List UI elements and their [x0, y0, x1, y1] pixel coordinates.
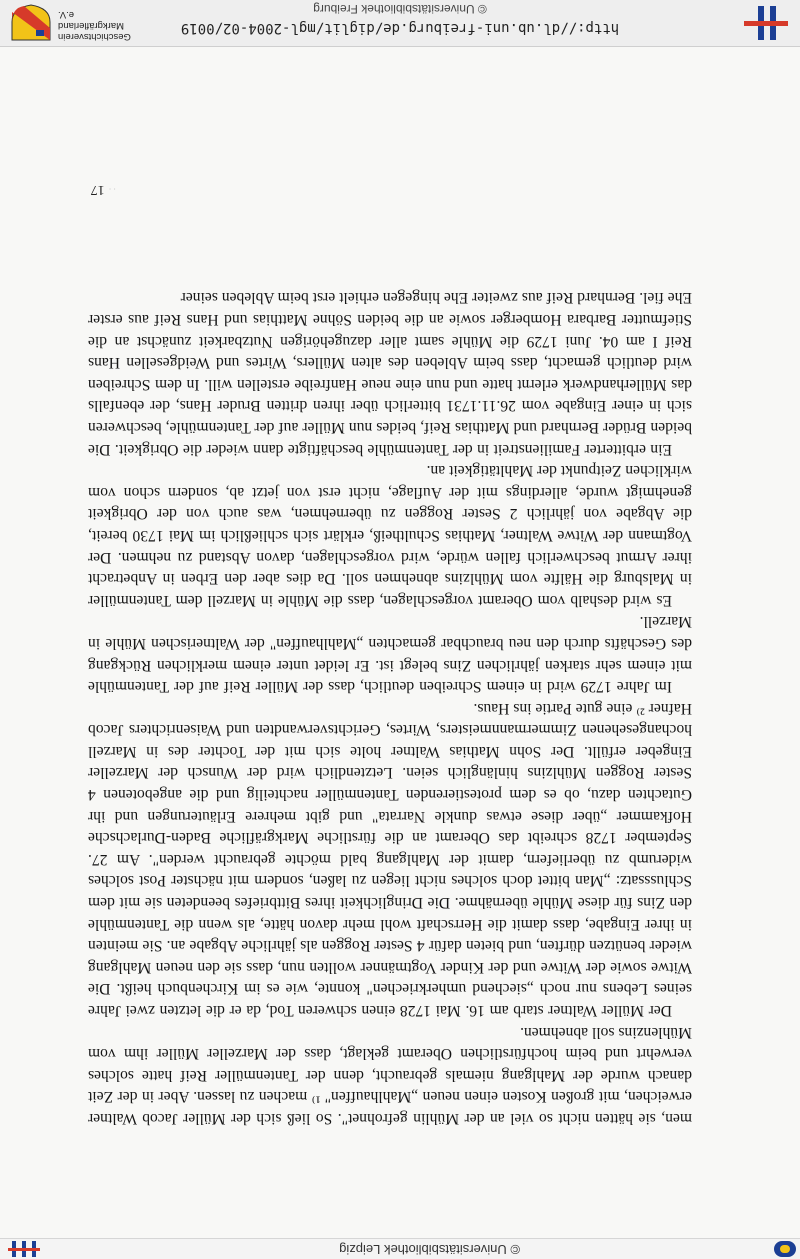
- top-library-bar: [0, 1238, 800, 1259]
- page-number-mark: · ·: [108, 184, 116, 193]
- library-copyright-label: © Universitätsbibliothek Leipzig: [339, 1242, 520, 1257]
- footer-copyright: © Universitätsbibliothek Freiburg: [313, 2, 487, 16]
- paragraph-4: Es wird deshalb vom Oberamt vorgeschlagen, dass die Mühle in Marzell dem Tantenmüller in Malsburg die Hälfte vom Mühlzins abnehmen soll. Da dies aber den Erben in Anbetracht ihrer Armut beschwerlich fallen würde, wird vorgeschlagen, davon Abstand zu nehmen. Der Vogtmann der Witwe Waltner, Mathias Schultheiß, erklärt sich schließlich im Mai 1730 bereit, die Abgabe von jährlich 2 Sester Roggen zu übernehmen, was auch von der Obrigkeit genehmigt wurde, allerdings mit der Auflage, nicht erst von jetzt ab, sondern schon vom wirklichen Zeitpunkt der Mahltätigkeit an.: [88, 462, 692, 609]
- geschichtsverein-label: Geschichtsverein Markgräflerland e.V.: [58, 9, 131, 42]
- coat-of-arms-icon: [8, 4, 54, 42]
- paragraph-2: Der Müller Waltner starb am 16. Mai 1728 einen schweren Tod, da er die letzten zwei Jahre seines Lebens nur noch „siechend umherkriechen" konnte, wie es im Kirchenbuch heißt. Die Witwe sowie der Witwe und der Kinder Vogtmänner wollten nun, dass sie den neuen Mahlgang wieder benützen dürften, und bieten dafür 4 Sester Roggen als jährliche Abgabe an. Sie meinten in ihrer Eingabe, dass damit die Herrschaft wohl mehr davon hätte, als wenn die Tantenmühle den Zins für diese Mühle übernähme. Die Dringlichkeit ihres Bittbriefes beendeten sie mit dem Schlusssatz: „Man bittet doch solches nicht liegen zu laßen, sondern mit nächster Post solches widerumb zu überliefern, damit der Mahlgang bald möchte gebraucht werden". Am 27. September 1728 schreibt das Oberamt an die fürstliche Markgräfliche Baden-Durlachsche Hofkammer „über diese etwas dunkle Narrata" und gibt mehrere Erläuterungen und ihr Gutachten dazu, ob es dem protestierenden Tantenmüller nachteilig und die angebotenen 4 Sester Roggen Mühlzins hinlänglich seien. Letztendlich wird der Wunsch der Marzeller Eingeber erfüllt. Der Sohn Mathias Waltner holte sich mit der Tochter des in Marzell hochangesehenen Zimmermannmeisters, Wirtes, Gerichtsverwandten und Waisenrichters Jacob Hafner ²⁾ eine gute Partie ins Haus.: [88, 699, 692, 1020]
- footer-url-link[interactable]: http://dl.ub.uni-freiburg.de/diglit/mgl-2004-02/0019: [180, 20, 620, 36]
- ub-logo-icon: [4, 1241, 44, 1257]
- paragraph-3: Im Jahre 1729 wird in einem Schreiben deutlich, dass der Müller Reif auf der Tantenmühle mit einem sehr starken jährlichen Zins belegt ist. Er leidet unter einem merklichen Rückgang des Geschäfts durch den neu brauchbar gemachten „Mahlhauffen" der Waltnerischen Mühle in Marzell.: [88, 613, 692, 696]
- page-number: [91, 181, 116, 197]
- document-text: [88, 287, 692, 1129]
- footer-bar: [0, 0, 800, 47]
- library-logo-icon: [770, 1239, 800, 1259]
- page-number-value: 17: [90, 182, 105, 197]
- paragraph-5: Ein erbitterter Familienstreit in der Tantenmühle beschäftigte dann wieder die Obrigkeit. Die beiden Brüder Bernhard und Matthias Reif, beides nun Müller auf der Tantenmühle, beschweren sich in einer Eingabe vom 26.11.1731 bitterlich über ihren dritten Bruder Hans, der ebenfalls das Müllerhandwerk erlernt hatte und nun eine neue Hanfreibe erstellen will. In dem Schreiben wird deutlich gemacht, dass beim Ableben des alten Müllers, Wirtes und Weidgesellen Hans Reif I am 04. Juni 1729 die Mühle samt aller dazugehörigen Nutzbarkeit zunächst an die Stiefmutter Barbara Homberger sowie an die beiden Söhne Matthias und Hans Reif aus erster Ehe fiel. Bernhard Reif aus zweiter Ehe hingegen erhielt erst beim Ableben seiner: [88, 289, 692, 458]
- paragraph-1: men, sie hätten nicht so viel an der Mühlin gefrohnet". So ließ sich der Müller Jacob Waltner erweichen, mit großen Kosten einen neuen „Mahlhauffen" ¹⁾ machen zu lassen. Aber in der Zeit danach wurde der Mahlgang niemals gebraucht, denn der Tantenmüller Reif hatte solches verwehrt und beim hochfürstlichen Oberamt geklagt, dass der Marzeller Müller ihm vom Mühlenzins soll abnehmen.: [88, 1023, 692, 1127]
